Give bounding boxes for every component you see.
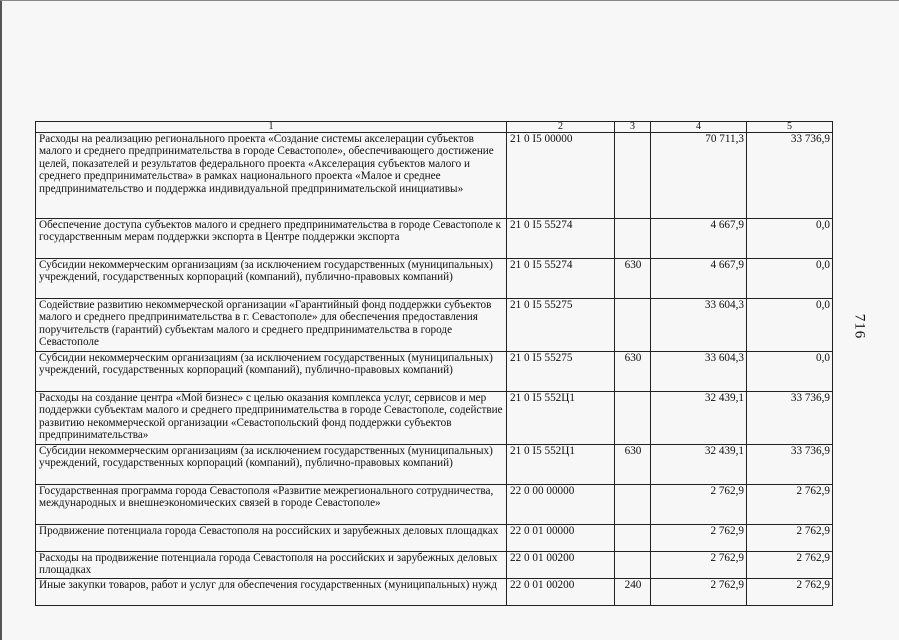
expense-description: Продвижение потенциала города Севастополя на российских и зарубежных деловых площадках xyxy=(36,525,507,552)
column-header: 2 xyxy=(507,122,615,133)
expense-type-code xyxy=(615,525,651,552)
amount-year-1: 70 711,3 xyxy=(651,133,747,219)
table-row xyxy=(36,392,833,445)
amount-year-1: 4 667,9 xyxy=(651,259,747,299)
expense-type-code xyxy=(615,392,651,445)
table-row xyxy=(36,299,833,352)
amount-year-2: 0,0 xyxy=(747,259,833,299)
amount-year-2: 0,0 xyxy=(747,219,833,259)
column-header: 5 xyxy=(747,122,833,133)
table-row xyxy=(36,259,833,299)
amount-year-1: 32 439,1 xyxy=(651,445,747,485)
budget-code: 21 0 I5 55274 xyxy=(507,219,615,259)
table-row xyxy=(36,219,833,259)
expense-description: Субсидии некоммерческим организациям (за исключением государственных (муниципальных) учреждений, государственных корпораций (компаний), публично-правовых компаний) xyxy=(36,352,507,392)
page-number: 716 xyxy=(851,313,868,340)
budget-code: 21 0 I5 552Ц1 xyxy=(507,445,615,485)
budget-code: 21 0 I5 55275 xyxy=(507,299,615,352)
expense-type-code: 240 xyxy=(615,579,651,606)
table-row xyxy=(36,445,833,485)
column-header: 1 xyxy=(36,122,507,133)
scan-edge xyxy=(0,0,2,640)
amount-year-2: 2 762,9 xyxy=(747,579,833,606)
table-row xyxy=(36,352,833,392)
amount-year-1: 33 604,3 xyxy=(651,352,747,392)
amount-year-2: 0,0 xyxy=(747,352,833,392)
budget-code: 21 0 I5 55274 xyxy=(507,259,615,299)
amount-year-2: 2 762,9 xyxy=(747,525,833,552)
amount-year-2: 2 762,9 xyxy=(747,552,833,579)
budget-code: 22 0 01 00200 xyxy=(507,552,615,579)
budget-code: 22 0 01 00000 xyxy=(507,525,615,552)
expense-description: Обеспечение доступа субъектов малого и среднего предпринимательства в городе Севастополе к государственным мерам поддержки экспорта в Центре поддержки экспорта xyxy=(36,219,507,259)
expense-description: Содействие развитию некоммерческой организации «Гарантийный фонд поддержки субъектов малого и среднего предпринимательства в г. Севастополе» для обеспечения предоставления поручительств (гарантий) субъектам малого и среднего предпринимательства в городе Севастополе xyxy=(36,299,507,352)
amount-year-1: 2 762,9 xyxy=(651,579,747,606)
amount-year-2: 2 762,9 xyxy=(747,485,833,525)
budget-code: 22 0 01 00200 xyxy=(507,579,615,606)
amount-year-1: 2 762,9 xyxy=(651,485,747,525)
amount-year-2: 33 736,9 xyxy=(747,392,833,445)
table-row xyxy=(36,579,833,606)
expense-description: Субсидии некоммерческим организациям (за исключением государственных (муниципальных) учреждений, государственных корпораций (компаний), публично-правовых компаний) xyxy=(36,259,507,299)
header-row xyxy=(36,122,833,133)
expense-type-code: 630 xyxy=(615,259,651,299)
expense-description: Расходы на продвижение потенциала города Севастополя на российских и зарубежных деловых площадках xyxy=(36,552,507,579)
amount-year-1: 4 667,9 xyxy=(651,219,747,259)
scan-edge-top xyxy=(0,0,899,1)
expense-description: Субсидии некоммерческим организациям (за исключением государственных (муниципальных) учреждений, государственных корпораций (компаний), публично-правовых компаний) xyxy=(36,445,507,485)
budget-code: 21 0 I5 552Ц1 xyxy=(507,392,615,445)
amount-year-2: 0,0 xyxy=(747,299,833,352)
expense-description: Иные закупки товаров, работ и услуг для обеспечения государственных (муниципальных) нужд xyxy=(36,579,507,606)
expense-type-code xyxy=(615,485,651,525)
column-header: 4 xyxy=(651,122,747,133)
table-row xyxy=(36,133,833,219)
expense-description: Государственная программа города Севастополя «Развитие межрегионального сотрудничества, международных и внешнеэкономических связей в городе Севастополе» xyxy=(36,485,507,525)
expense-type-code xyxy=(615,552,651,579)
budget-code: 21 0 I5 55275 xyxy=(507,352,615,392)
budget-code: 21 0 I5 00000 xyxy=(507,133,615,219)
expense-type-code xyxy=(615,299,651,352)
expense-type-code xyxy=(615,219,651,259)
budget-table xyxy=(35,121,833,606)
amount-year-1: 2 762,9 xyxy=(651,525,747,552)
amount-year-2: 33 736,9 xyxy=(747,445,833,485)
expense-type-code: 630 xyxy=(615,445,651,485)
expense-description: Расходы на реализацию регионального проекта «Создание системы акселерации субъектов малого и среднего предпринимательства в городе Севастополе», обеспечивающего достижение целей, показателей и результатов федерального проекта «Акселерация субъектов малого и среднего предпринимательства» в рамках национального проекта «Малое и среднее предпринимательство и поддержка индивидуальной предпринимательской инициативы» xyxy=(36,133,507,219)
amount-year-2: 33 736,9 xyxy=(747,133,833,219)
budget-code: 22 0 00 00000 xyxy=(507,485,615,525)
expense-type-code xyxy=(615,133,651,219)
amount-year-1: 32 439,1 xyxy=(651,392,747,445)
expense-type-code: 630 xyxy=(615,352,651,392)
table-row xyxy=(36,485,833,525)
column-header: 3 xyxy=(615,122,651,133)
amount-year-1: 33 604,3 xyxy=(651,299,747,352)
expense-description: Расходы на создание центра «Мой бизнес» с целью оказания комплекса услуг, сервисов и мер поддержки субъектам малого и среднего предпринимательства в городе Севастополе, содействие развитию некоммерческой организации «Севастопольский фонд поддержки субъектов предпринимательства» xyxy=(36,392,507,445)
table-row xyxy=(36,552,833,579)
table-row xyxy=(36,525,833,552)
amount-year-1: 2 762,9 xyxy=(651,552,747,579)
